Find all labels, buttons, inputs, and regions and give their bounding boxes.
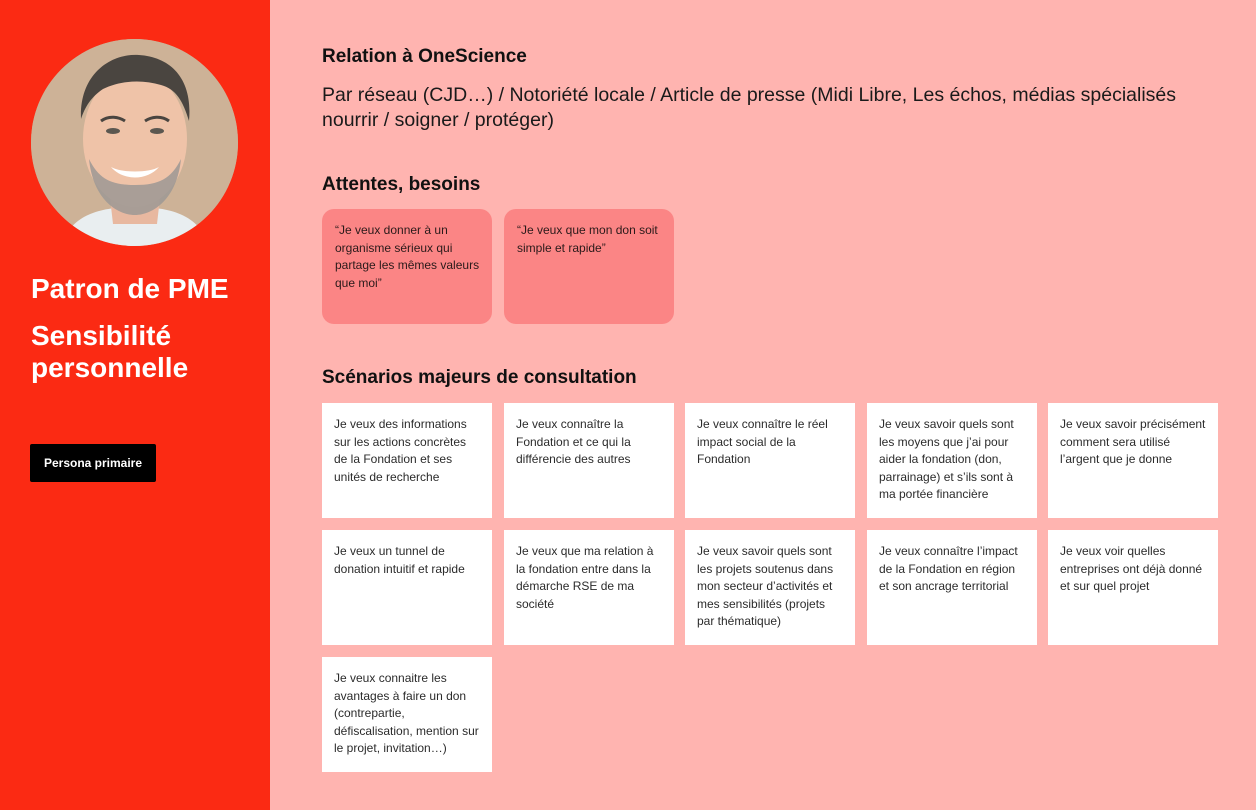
persona-subtitle: Sensibilité personnelle (31, 320, 189, 383)
scenario-card: Je veux savoir quels sont les moyens que j’ai pour aider la fondation (don, parrainage) et s’ils sont à ma portée financière (867, 403, 1037, 518)
scenario-card: Je veux que ma relation à la fondation entre dans la démarche RSE de ma société (504, 530, 674, 645)
expectation-card: “Je veux que mon don soit simple et rapide” (504, 209, 674, 324)
scenario-card: Je veux voir quelles entreprises ont déjà donné et sur quel projet (1048, 530, 1218, 645)
expectations-heading: Attentes, besoins (322, 174, 481, 195)
scenario-card: Je veux connaître la Fondation et ce qui la différencie des autres (504, 403, 674, 518)
persona-type-badge: Persona primaire (30, 444, 156, 482)
persona-sidebar (0, 0, 270, 810)
avatar (31, 39, 238, 246)
relation-heading: Relation à OneScience (322, 46, 527, 67)
scenario-card: Je veux connaître le réel impact social de la Fondation (685, 403, 855, 518)
scenario-card: Je veux connaitre les avantages à faire un don (contrepartie, défiscalisation, mention sur le projet, invitation…) (322, 657, 492, 772)
scenario-card: Je veux connaître l’impact de la Fondation en région et son ancrage territorial (867, 530, 1037, 645)
persona-title: Patron de PME (31, 273, 229, 304)
avatar-portrait-icon (31, 39, 238, 246)
relation-text: Par réseau (CJD…) / Notoriété locale / Article de presse (Midi Libre, Les échos, médias spécialisés nourrir / soigner / protéger) (322, 84, 1177, 131)
expectation-card: “Je veux donner à un organisme sérieux qui partage les mêmes valeurs que moi” (322, 209, 492, 324)
scenario-card: Je veux des informations sur les actions concrètes de la Fondation et ses unités de recherche (322, 403, 492, 518)
scenario-card: Je veux savoir quels sont les projets soutenus dans mon secteur d’activités et mes sensibilités (projets par thématique) (685, 530, 855, 645)
scenario-card: Je veux un tunnel de donation intuitif et rapide (322, 530, 492, 645)
scenario-card: Je veux savoir précisément comment sera utilisé l’argent que je donne (1048, 403, 1218, 518)
scenarios-heading: Scénarios majeurs de consultation (322, 367, 637, 388)
